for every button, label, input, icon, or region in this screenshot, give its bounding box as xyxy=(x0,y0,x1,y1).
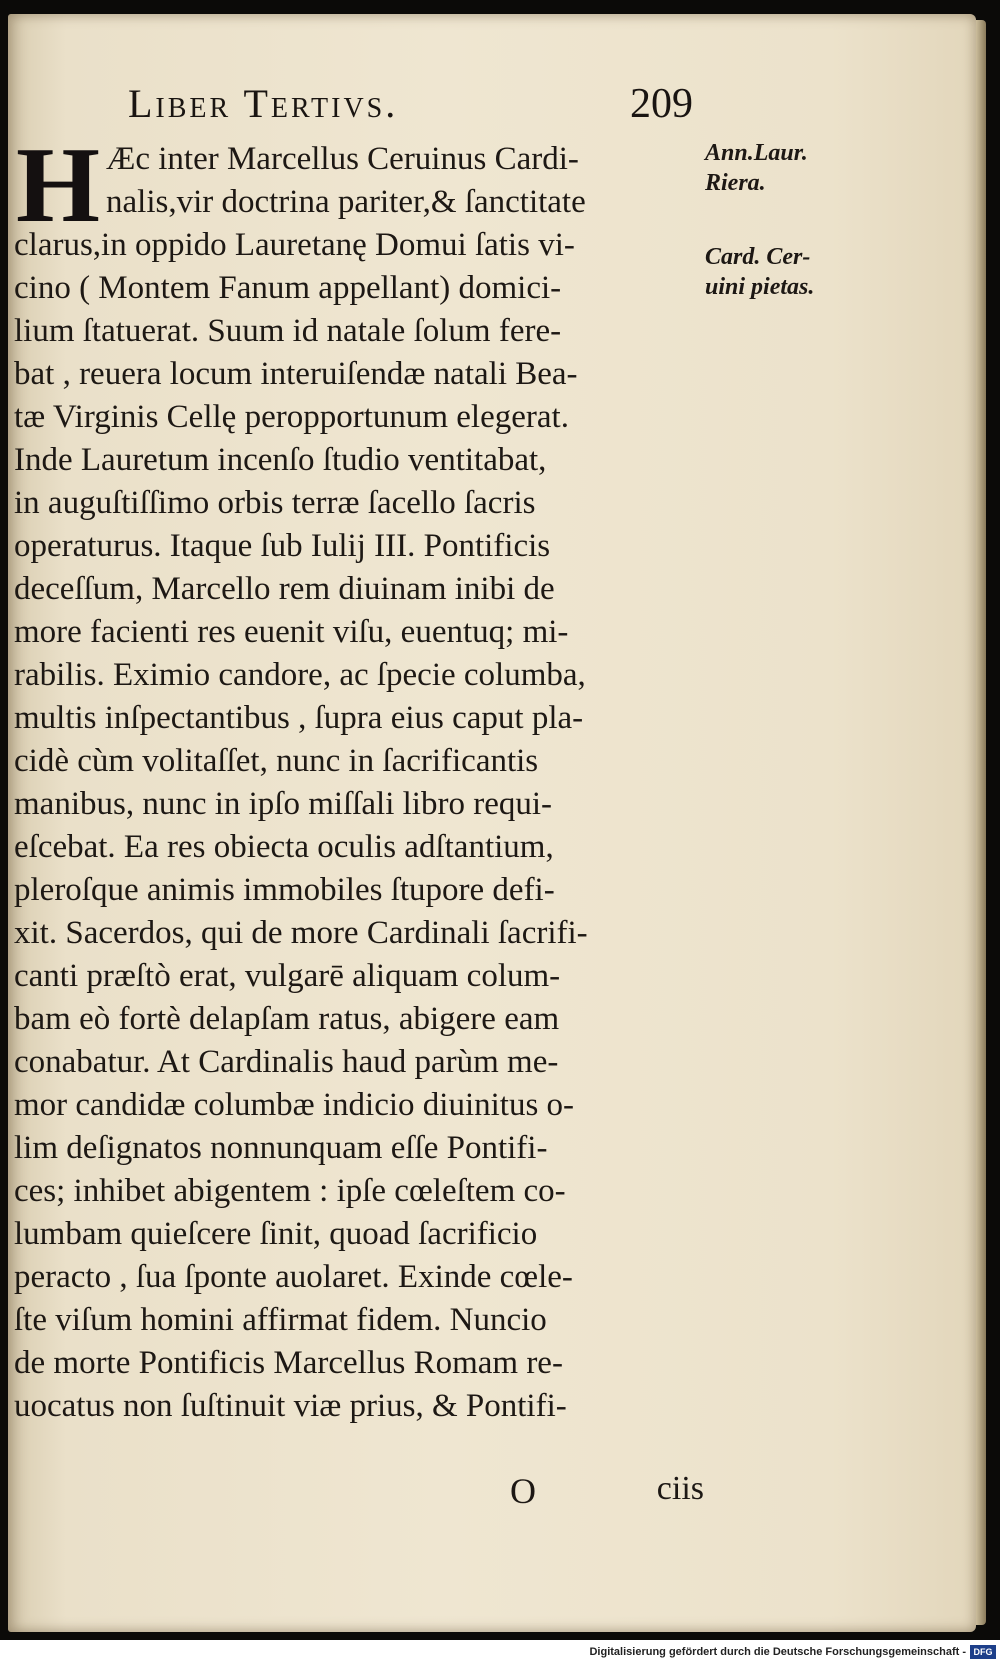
drop-cap: H xyxy=(15,126,100,245)
text-line: Inde Lauretum incenſo ſtudio ventitabat, xyxy=(14,442,547,478)
page-number: 209 xyxy=(630,81,693,127)
catchword: ciis xyxy=(656,1470,704,1507)
margin-note-line: Riera. xyxy=(705,170,766,196)
page-foot xyxy=(14,1470,704,1520)
text-line: nalis,vir doctrina pariter,& ſanctitate xyxy=(106,184,586,220)
text-line: bat , reuera locum interuiſendæ natali Bea- xyxy=(14,356,578,392)
text-line: operaturus. Itaque ſub Iulij III. Pontificis xyxy=(14,528,551,564)
margin-note-line: uini pietas. xyxy=(705,274,815,300)
page-header xyxy=(128,80,693,128)
main-text xyxy=(14,126,704,1511)
text-line: ſte viſum homini affirmat fidem. Nuncio xyxy=(14,1302,547,1338)
margin-note-line: Ann.Laur. xyxy=(705,140,808,166)
margin-note xyxy=(705,138,870,198)
text-line: lumbam quieſcere ſinit, quoad ſacrificio xyxy=(14,1216,538,1252)
margin-note-line: Card. Cer- xyxy=(705,244,811,270)
text-line: manibus, nunc in ipſo miſſali libro requi- xyxy=(14,786,553,822)
text-line: deceſſum, Marcello rem diuinam inibi de xyxy=(14,571,555,607)
text-line: conabatur. At Cardinalis haud parùm me- xyxy=(14,1044,559,1080)
text-line: lium ſtatuerat. Suum id natale ſolum fere- xyxy=(14,313,562,349)
text-line: in auguſtiſſimo orbis terræ ſacello ſacris xyxy=(14,485,536,521)
text-line: more facienti res euenit viſu, euentuq; mi- xyxy=(14,614,569,650)
text-line: cidè cùm volitaſſet, nunc in ſacrificantis xyxy=(14,743,539,779)
text-line: rabilis. Eximio candore, ac ſpecie columba, xyxy=(14,657,586,693)
text-line: multis inſpectantibus , ſupra eius caput pla- xyxy=(14,700,584,736)
text-line: ces; inhibet abigentem : ipſe cœleſtem co- xyxy=(14,1173,566,1209)
text-lines xyxy=(14,126,704,1428)
running-title: Liber Tertivs. xyxy=(128,81,399,126)
dfg-logo: DFG xyxy=(970,1645,996,1659)
page-edge xyxy=(976,20,986,1625)
margin-note xyxy=(705,242,870,302)
text-line: peracto , ſua ſponte auolaret. Exinde cœle- xyxy=(14,1259,573,1295)
footer-bar xyxy=(0,1640,1000,1666)
text-line: mor candidæ columbæ indicio diuinitus o- xyxy=(14,1087,575,1123)
text-line: xit. Sacerdos, qui de more Cardinali ſacrifi- xyxy=(14,915,588,951)
text-line: de morte Pontificis Marcellus Romam re- xyxy=(14,1345,563,1381)
text-line: bam eò fortè delapſam ratus, abigere eam xyxy=(14,1001,560,1037)
text-line: pleroſque animis immobiles ſtupore defi- xyxy=(14,872,555,908)
text-line: lim deſignatos nonnunquam eſſe Pontifi- xyxy=(14,1130,548,1166)
text-line: cino ( Montem Fanum appellant) domici- xyxy=(14,270,562,306)
text-line: Æc inter Marcellus Ceruinus Cardi- xyxy=(106,141,579,177)
text-line: uocatus non ſuſtinuit viæ prius, & Pontifi- xyxy=(14,1388,567,1424)
text-line: eſcebat. Ea res obiecta oculis adſtantium, xyxy=(14,829,554,865)
funding-credit: Digitalisierung gefördert durch die Deutsche Forschungsgemeinschaft - xyxy=(589,1646,966,1658)
signature-mark: O xyxy=(510,1471,536,1511)
text-line: clarus,in oppido Lauretanę Domui ſatis vi- xyxy=(14,227,575,263)
text-line: tæ Virginis Cellę peropportunum elegerat. xyxy=(14,399,569,435)
text-line: canti præſtò erat, vulgarē aliquam colum- xyxy=(14,958,561,994)
